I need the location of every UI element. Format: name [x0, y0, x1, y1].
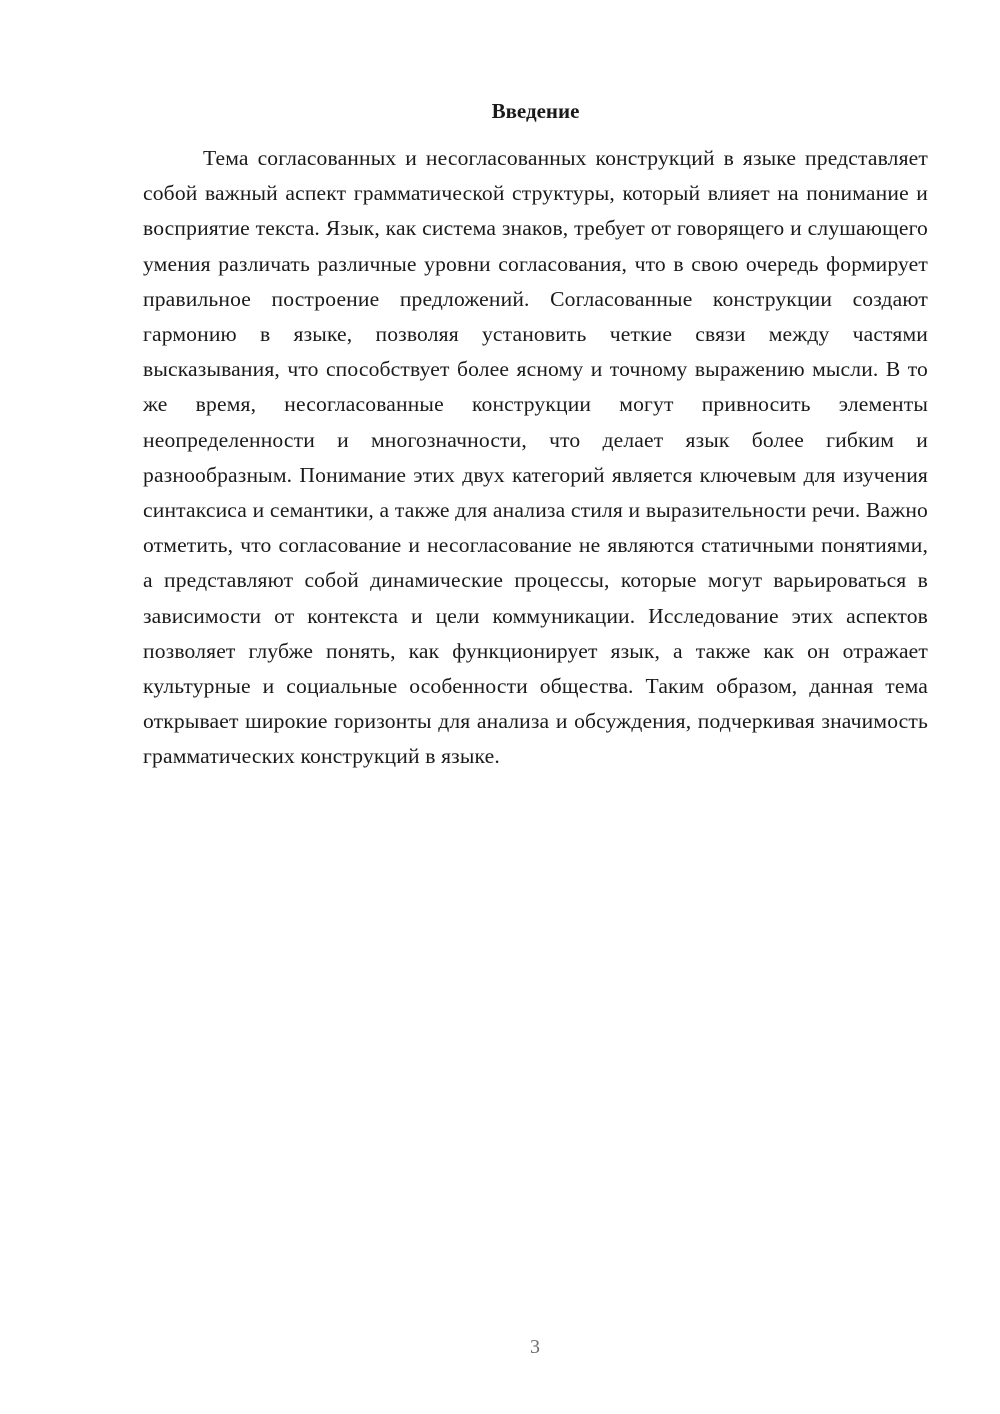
section-heading: Введение [491, 99, 580, 123]
page-number: 3 [530, 1336, 540, 1358]
intro-paragraph: Тема согласованных и несогласованных конструкций в языке представляет собой важный аспект грамматической структуры, который влияет на понимание и восприятие текста. Язык, как система знаков, требует от говорящего и слушающего умения различать различные уровни согласования, что в свою очередь формирует правильное построение предложений. Согласованные конструкции создают гармонию в языке, позволяя установить четкие связи между частями высказывания, что способствует более ясному и точному выражению мысли. В то же время, несогласованные конструкции могут привносить элементы неопределенности и многозначности, что делает язык более гибким и разнообразным. Понимание этих двух категорий является ключевым для изучения синтаксиса и семантики, а также для анализа стиля и выразительности речи. Важно отметить, что согласование и несогласование не являются статичными понятиями, а представляют собой динамические процессы, которые могут варьироваться в зависимости от контекста и цели коммуникации. Исследование этих аспектов позволяет глубже понять, как функционирует язык, а также как он отражает культурные и социальные особенности общества. Таким образом, данная тема открывает широкие горизонты для анализа и обсуждения, подчеркивая значимость грамматических конструкций в языке. [143, 146, 928, 769]
